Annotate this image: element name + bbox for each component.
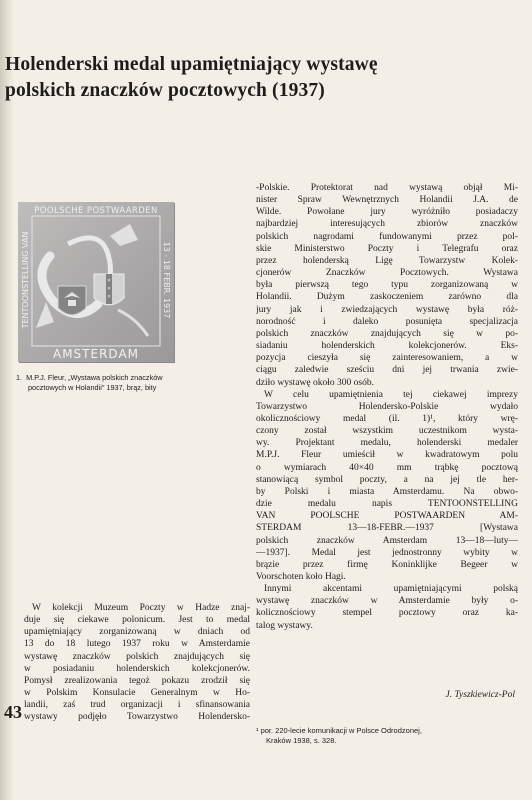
text-line: jury jak i zwiedzających wystawę była róż- <box>256 304 518 315</box>
title-line-1: Holenderski medal upamiętniający wystawę <box>5 54 378 75</box>
text-line: wystawę znaczków polskich znajdujących się <box>24 651 250 662</box>
text-line: Holandii. Dużym zaskoczeniem zarówno dla <box>256 292 518 303</box>
footnote-line-2: Kraków 1938, s. 328. <box>266 736 337 745</box>
medal-illustration <box>18 202 174 362</box>
text-line: -Polskie. Protektorat nad wystawą objął Mi- <box>256 183 518 193</box>
caption-line-2: pocztowych w Holandii" 1937, brąz, bity <box>28 383 157 392</box>
caption-line-1: M.P.J. Fleur, „Wystawa polskich znaczków <box>26 373 163 382</box>
text-line: —1937]. Medal jest jednostronny wybity w <box>256 547 518 558</box>
caption-number: 1. <box>16 373 23 382</box>
text-line: Towarzystwo Holendersko-Polskie wydało <box>256 401 518 412</box>
text-line: o wymiarach 40×40 mm trąbkę pocztową <box>256 462 518 473</box>
text-line: norodność i daleko posunięta specjalizacja <box>256 316 518 327</box>
medal-image <box>18 202 174 362</box>
footnote-line-1: ¹ por. 220-lecie komunikacji w Polsce Odrodzonej, <box>256 726 422 735</box>
text-line: 13 do 18 lutego 1937 roku w Amsterdamie <box>24 639 250 650</box>
text-line: VAN POOLSCHE POSTWAARDEN AM- <box>256 511 518 522</box>
medal-inscription-top: POOLSCHE POSTWAARDEN <box>34 206 158 216</box>
text-line: Voorschoten koło Hagi. <box>256 572 346 582</box>
text-line: duje się ciekawe polonicum. Jest to medal <box>24 615 250 626</box>
text-line: ciągu zaledwie sześciu dni jej trwania zwie- <box>256 365 518 376</box>
medal-inscription-bottom: AMSTERDAM <box>52 347 140 361</box>
text-line: M.P.J. Fleur umieścił w kwadratowym polu <box>256 450 518 461</box>
text-line: W kolekcji Muzeum Poczty w Hadze znaj- <box>32 603 250 613</box>
text-line: wystawę znaczków w Amsterdamie były o- <box>256 596 518 607</box>
text-line: siadaniu holenderskich kolekcjonerów. Eks- <box>256 341 518 352</box>
text-line: Pomysł zrealizowania tegoż pokazu zrodził się <box>24 675 250 686</box>
text-line: nister Spraw Wewnętrznych Holandii J.A. de <box>256 195 518 206</box>
text-line: skie Ministerstwo Poczty i Telegrafu oraz <box>256 243 518 254</box>
text-line: brązie przez firmę Koninklijke Begeer w <box>256 559 518 570</box>
text-line: cjonerów Znaczków Pocztowych. Wystawa <box>256 268 518 279</box>
svg-text:✕: ✕ <box>106 287 112 292</box>
figure-caption <box>16 373 244 393</box>
svg-text:✕: ✕ <box>106 295 112 300</box>
text-line: dziło wystawę około 300 osób. <box>256 377 374 388</box>
svg-text:✕: ✕ <box>106 279 112 284</box>
eagle-coat-of-arms-icon <box>58 286 86 315</box>
amsterdam-coat-of-arms-icon <box>94 274 124 305</box>
right-column-text <box>256 182 518 632</box>
text-line: najbardziej interesujących zbiorów znaczków <box>256 219 518 230</box>
text-line: kolicznościowy stempel pocztowy oraz ka- <box>256 608 518 619</box>
text-line: przez holenderską Ligę Towarzystw Kolek- <box>256 255 518 266</box>
text-line: polskich nagrodami fundowanymi przez pol- <box>256 231 518 242</box>
text-line: upamiętniający zorganizowaną w dniach od <box>24 627 250 638</box>
left-column-text <box>24 602 250 724</box>
text-line: by Polski i miasta Amsterdamu. Na obwo- <box>256 486 518 497</box>
text-line: polskich znaczków Amsterdam 13—18—luty— <box>256 535 518 546</box>
author-signature: J. Tyszkiewicz-Pol <box>445 690 515 700</box>
text-line: okolicznościowy medal (il. 1)¹, który wrę- <box>256 413 518 424</box>
text-line: Wilde. Powołane jury wyróżniło posiadaczy <box>256 207 518 218</box>
text-line: wystawy podjęło Towarzystwo Holendersko- <box>24 712 250 723</box>
article-title <box>5 52 445 104</box>
book-binding-shadow <box>0 0 14 800</box>
text-line: pozycja cieszyła się zainteresowaniem, a w <box>256 353 518 364</box>
medal-inscription-left: TENTOONSTELLING VAN <box>21 231 30 329</box>
text-line: wy. Projektant medalu, holenderski medaler <box>256 438 518 449</box>
text-line: dzie medalu napis TENTOONSTELLING <box>256 499 518 510</box>
footnote <box>256 726 518 746</box>
medal-inscription-right: 13 - 18 FEBR. 1937 <box>162 241 171 319</box>
text-line: w posiadaniu holenderskich kolekcjonerów. <box>24 663 250 674</box>
text-line: W celu upamiętnienia tej ciekawej imprezy <box>264 389 518 400</box>
text-line: talog wystawy. <box>256 620 313 631</box>
text-line: polskich znaczków znajdujących się w po- <box>256 328 518 339</box>
text-line: była pierwszą tego typu zorganizowaną w <box>256 280 518 291</box>
text-line: Innymi akcentami upamiętniającymi polską <box>264 584 518 595</box>
text-line: czony został wszystkim uczestnikom wysta- <box>256 426 518 437</box>
text-line: STERDAM 13—18-FEBR.—1937 [Wystawa <box>256 523 518 534</box>
text-line: stanowiącą symbol poczty, a na jej tle her- <box>256 474 518 485</box>
text-line: landii, zaś trud organizacji i sfinansowania <box>24 700 250 711</box>
title-line-2: polskich znaczków pocztowych (1937) <box>5 80 325 101</box>
text-line: w Polskim Konsulacie Generalnym w Ho- <box>24 688 250 699</box>
page-number: 43 <box>4 702 22 722</box>
